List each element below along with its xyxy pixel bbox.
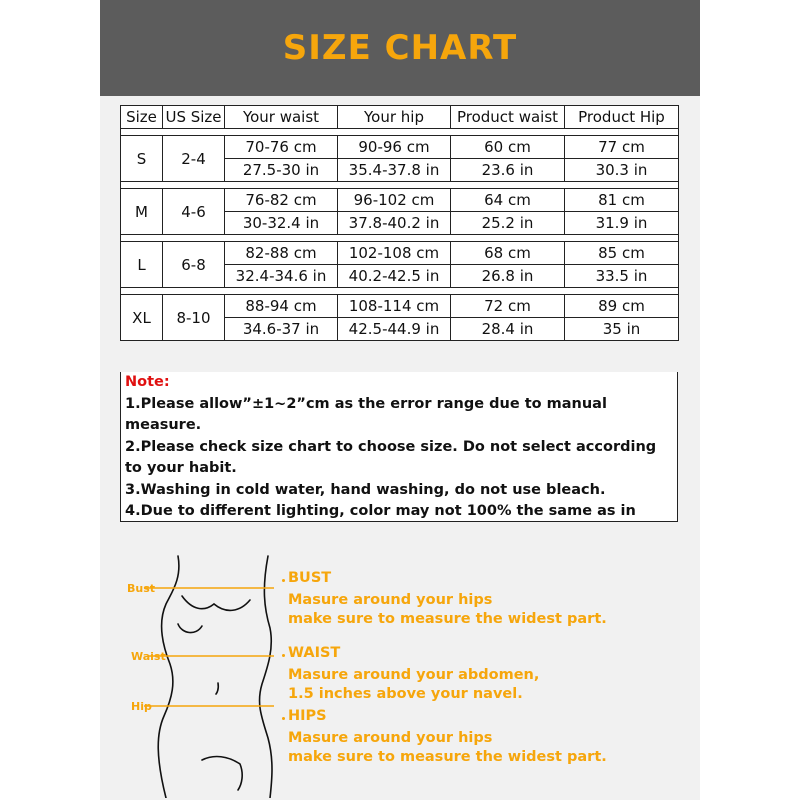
table-cell: 76-82 cm: [225, 189, 338, 212]
table-cell: 31.9 in: [565, 212, 679, 235]
table-cell: 26.8 in: [451, 265, 565, 288]
row-spacer: [121, 288, 679, 295]
table-row: [121, 189, 679, 212]
table-cell: 42.5-44.9 in: [338, 318, 451, 341]
table-cell: 28.4 in: [451, 318, 565, 341]
header-banner: [100, 0, 700, 96]
size-cell: S: [121, 136, 163, 182]
size-chart-panel: [100, 0, 700, 800]
table-cell: 60 cm: [451, 136, 565, 159]
table-cell: 90-96 cm: [338, 136, 451, 159]
table-cell: 34.6-37 in: [225, 318, 338, 341]
table-row: [121, 295, 679, 318]
row-spacer: [121, 235, 679, 242]
note-item: 4.Due to different lighting, color may not 100% the same as in: [125, 503, 636, 519]
table-cell: 33.5 in: [565, 265, 679, 288]
table-header-row: [121, 106, 679, 129]
bullet-dot-icon: [282, 579, 285, 582]
guide-title: BUST: [288, 570, 332, 586]
table-row: [121, 136, 679, 159]
guide-title: WAIST: [288, 645, 341, 661]
table-cell: 35.4-37.8 in: [338, 159, 451, 182]
size-table: [120, 105, 679, 341]
page-title: SIZE CHART: [282, 28, 518, 68]
table-cell: 72 cm: [451, 295, 565, 318]
table-cell: 35 in: [565, 318, 679, 341]
size-cell: L: [121, 242, 163, 288]
table-cell: 82-88 cm: [225, 242, 338, 265]
column-header: US Size: [163, 106, 225, 129]
table-cell: 68 cm: [451, 242, 565, 265]
guide-line: 1.5 inches above your navel.: [288, 686, 523, 702]
size-cell: XL: [121, 295, 163, 341]
us-size-cell: 4-6: [163, 189, 225, 235]
note-title: Note:: [125, 374, 170, 390]
table-cell: 77 cm: [565, 136, 679, 159]
table-cell: 85 cm: [565, 242, 679, 265]
us-size-cell: 8-10: [163, 295, 225, 341]
size-table-wrap: [120, 105, 678, 341]
guide-line: Masure around your abdomen,: [288, 667, 540, 683]
column-header: Product waist: [451, 106, 565, 129]
column-header: Size: [121, 106, 163, 129]
table-cell: 81 cm: [565, 189, 679, 212]
table-cell: 64 cm: [451, 189, 565, 212]
size-cell: M: [121, 189, 163, 235]
guide-line: Masure around your hips: [288, 592, 493, 608]
table-cell: 27.5-30 in: [225, 159, 338, 182]
guide-title: HIPS: [288, 708, 327, 724]
us-size-cell: 6-8: [163, 242, 225, 288]
table-row: [121, 242, 679, 265]
table-cell: 37.8-40.2 in: [338, 212, 451, 235]
note-item: 3.Washing in cold water, hand washing, do not use bleach.: [125, 481, 606, 498]
column-header: Product Hip: [565, 106, 679, 129]
us-size-cell: 2-4: [163, 136, 225, 182]
waist-label: Waist: [131, 650, 166, 663]
table-cell: 30-32.4 in: [225, 212, 338, 235]
table-cell: 30.3 in: [565, 159, 679, 182]
notes-box: [120, 372, 678, 522]
table-cell: 23.6 in: [451, 159, 565, 182]
table-cell: 102-108 cm: [338, 242, 451, 265]
table-cell: 89 cm: [565, 295, 679, 318]
note-item: 2.Please check size chart to choose size. Do not select according to your habit.: [125, 438, 657, 476]
table-cell: 108-114 cm: [338, 295, 451, 318]
hip-label: Hip: [131, 700, 152, 713]
guide-line: Masure around your hips: [288, 730, 493, 746]
table-cell: 40.2-42.5 in: [338, 265, 451, 288]
table-cell: 70-76 cm: [225, 136, 338, 159]
guide-line: make sure to measure the widest part.: [288, 611, 607, 627]
guide-line: make sure to measure the widest part.: [288, 749, 607, 765]
note-item: 1.Please allow”±1~2”cm as the error range due to manual measure.: [125, 395, 607, 433]
column-header: Your waist: [225, 106, 338, 129]
table-cell: 88-94 cm: [225, 295, 338, 318]
table-cell: 32.4-34.6 in: [225, 265, 338, 288]
bust-label: Bust: [127, 582, 156, 595]
bullet-dot-icon: [282, 717, 285, 720]
table-cell: 96-102 cm: [338, 189, 451, 212]
row-spacer: [121, 129, 679, 136]
bullet-dot-icon: [282, 654, 285, 657]
column-header: Your hip: [338, 106, 451, 129]
table-cell: 25.2 in: [451, 212, 565, 235]
row-spacer: [121, 182, 679, 189]
